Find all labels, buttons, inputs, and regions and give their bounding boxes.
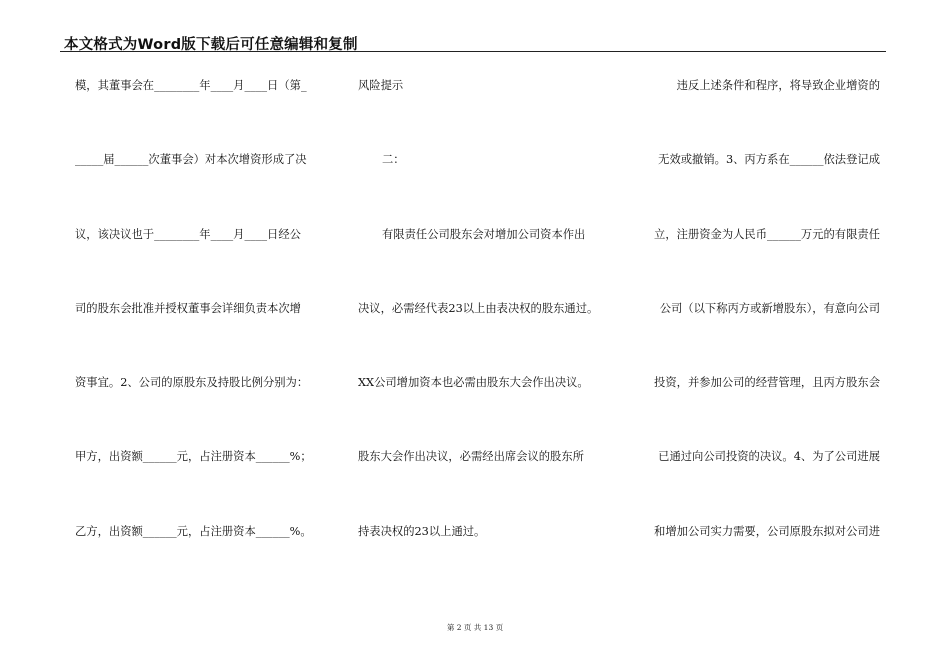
text-line: 甲方，出资额______元，占注册资本______%；	[75, 450, 312, 464]
text-line: XX公司增加资本也必需由股东大会作出决议。	[358, 376, 589, 390]
header-divider	[60, 51, 886, 52]
text-line: 资事宜。2、公司的原股东及持股比例分别为：	[75, 376, 309, 390]
text-line: 有限责任公司股东会对增加公司资本作出	[382, 227, 586, 241]
text-line: 决议，必需经代表23以上由表决权的股东通过。	[358, 301, 599, 315]
text-line: 公司（以下称丙方或新增股东），有意向公司	[659, 301, 880, 315]
text-line: 二：	[382, 153, 405, 167]
text-line: 和增加公司实力需要，公司原股东拟对公司进	[654, 524, 880, 538]
text-line: 违反上述条件和程序，将导致企业增资的	[676, 79, 880, 92]
text-line: 无效或撤销。3、丙方系在______依法登记成	[658, 153, 880, 167]
text-line: _____届______次董事会）对本次增资形成了决	[75, 153, 307, 167]
text-line: 投资，并参加公司的经营管理，且丙方股东会	[654, 376, 880, 390]
text-line: 模，其董事会在________年____月____日（第_	[75, 79, 307, 92]
text-column-left	[75, 78, 325, 598]
text-line: 股东大会作出决议，必需经出席会议的股东所	[358, 450, 584, 464]
text-column-right	[640, 78, 880, 598]
text-line: 已通过向公司投资的决议。4、为了公司进展	[658, 450, 880, 464]
text-column-middle	[358, 78, 610, 598]
text-line: 立，注册资金为人民币______万元的有限责任	[654, 227, 880, 241]
text-line: 持表决权的23以上通过。	[358, 524, 486, 538]
document-header-title: 本文格式为Word版下载后可任意编辑和复制	[64, 37, 358, 53]
text-line: 风险提示	[358, 79, 404, 92]
text-line: 议，该决议也于________年____月____日经公	[75, 227, 301, 241]
text-line: 司的股东会批准并授权董事会详细负责本次增	[75, 301, 301, 315]
text-line: 乙方，出资额______元，占注册资本______%。	[75, 524, 312, 538]
page-number-footer: 第 2 页 共 13 页	[446, 623, 504, 632]
